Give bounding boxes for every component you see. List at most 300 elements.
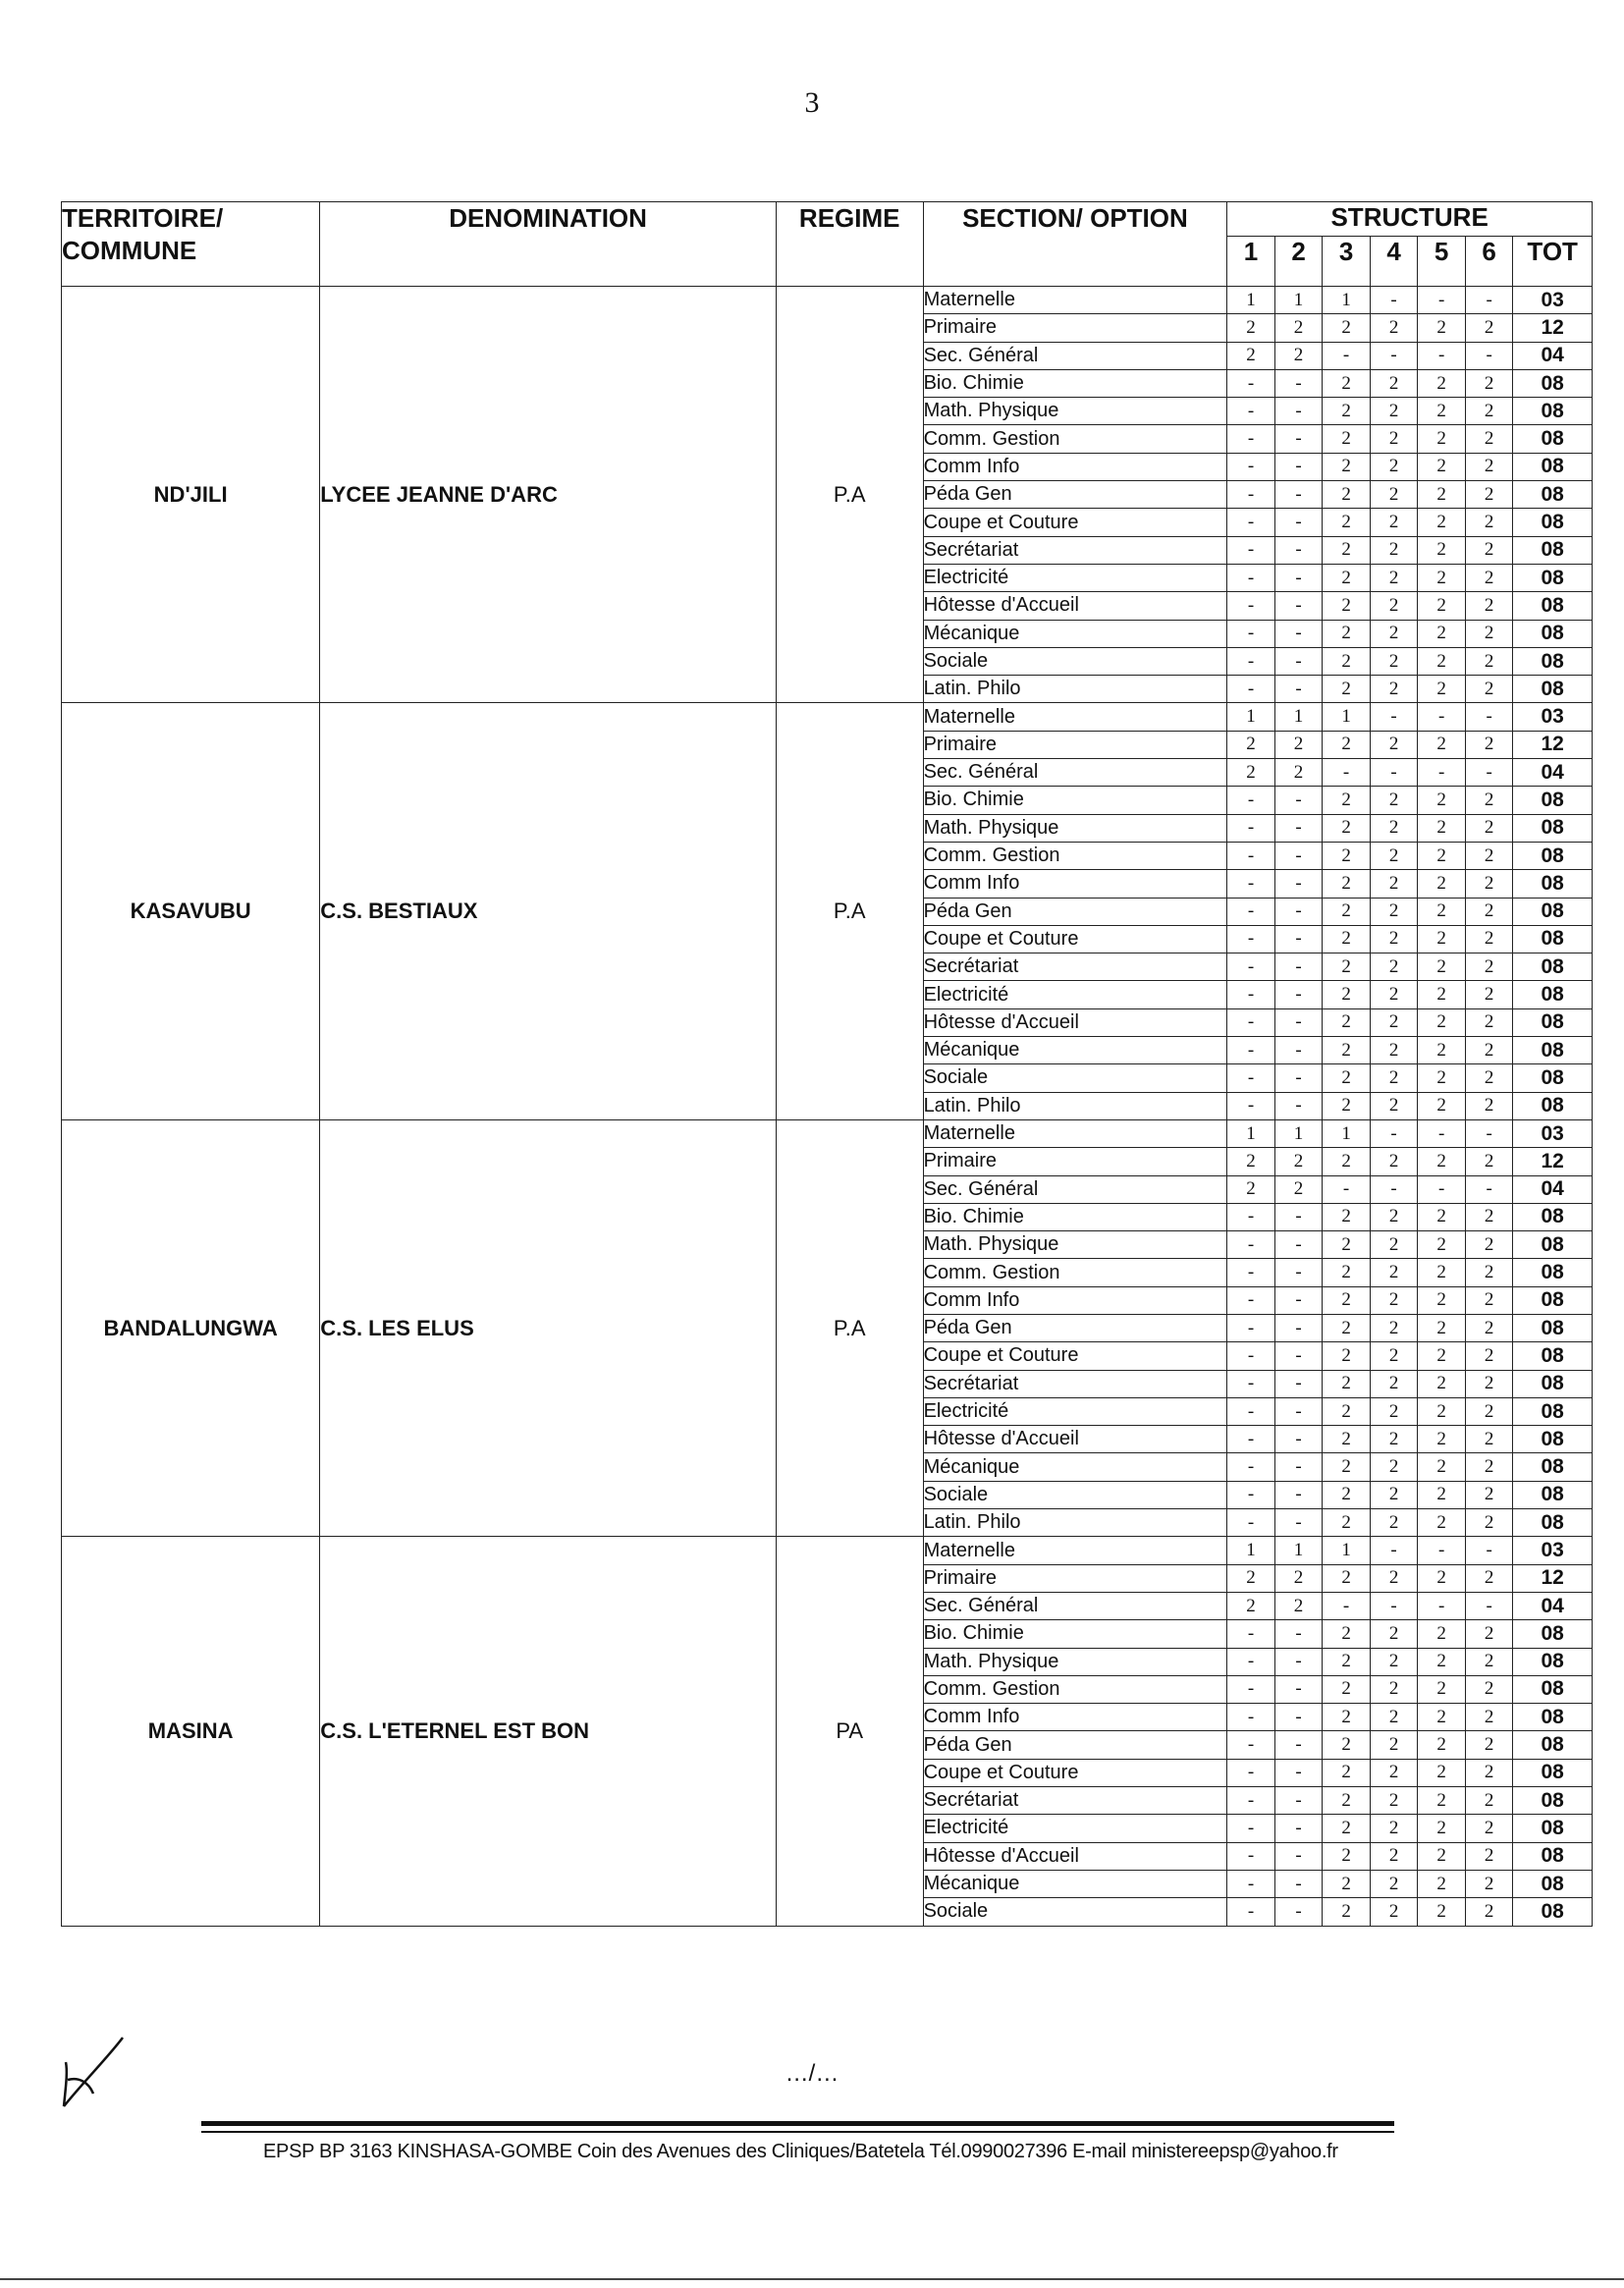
section-option-cell: Coupe et Couture (923, 509, 1227, 536)
structure-cell-4: 2 (1370, 620, 1418, 647)
total-cell: 08 (1513, 1675, 1593, 1703)
structure-cell-6: 2 (1465, 1759, 1513, 1786)
total-cell: 12 (1513, 1564, 1593, 1592)
structure-cell-1: - (1227, 787, 1275, 814)
total-cell: 08 (1513, 1815, 1593, 1842)
structure-cell-6: 2 (1465, 814, 1513, 842)
structure-cell-1: - (1227, 1815, 1275, 1842)
section-option-cell: Sociale (923, 1898, 1227, 1926)
structure-cell-6: 2 (1465, 1148, 1513, 1175)
structure-cell-1: - (1227, 1342, 1275, 1370)
structure-cell-3: 2 (1323, 1148, 1371, 1175)
section-option-cell: Péda Gen (923, 1314, 1227, 1341)
section-option-cell: Latin. Philo (923, 1092, 1227, 1119)
structure-cell-5: 2 (1418, 1453, 1466, 1481)
section-option-cell: Sec. Général (923, 1175, 1227, 1203)
structure-cell-3: 2 (1323, 925, 1371, 953)
territoire-cell: BANDALUNGWA (62, 1119, 320, 1536)
structure-cell-6: 2 (1465, 1509, 1513, 1537)
structure-cell-5: 2 (1418, 481, 1466, 509)
structure-cell-1: - (1227, 509, 1275, 536)
structure-cell-4: 2 (1370, 1148, 1418, 1175)
section-option-cell: Coupe et Couture (923, 1342, 1227, 1370)
section-option-cell: Electricité (923, 564, 1227, 591)
table-row (62, 287, 1593, 314)
structure-cell-4: 2 (1370, 814, 1418, 842)
structure-cell-2: - (1274, 1008, 1323, 1036)
structure-cell-4: 2 (1370, 1481, 1418, 1508)
total-cell: 08 (1513, 842, 1593, 869)
structure-cell-6: 2 (1465, 1037, 1513, 1064)
regime-cell: PA (776, 1537, 923, 1926)
section-option-cell: Primaire (923, 1148, 1227, 1175)
structure-cell-5: 2 (1418, 842, 1466, 869)
section-option-cell: Math. Physique (923, 398, 1227, 425)
header-territoire: TERRITOIRE/ COMMUNE (62, 202, 320, 287)
section-option-cell: Comm Info (923, 1286, 1227, 1314)
structure-cell-1: - (1227, 1675, 1275, 1703)
structure-cell-1: - (1227, 536, 1275, 564)
structure-cell-1: - (1227, 564, 1275, 591)
header-col-6: 6 (1465, 237, 1513, 287)
structure-cell-6: 2 (1465, 1231, 1513, 1259)
header-tot: TOT (1513, 237, 1593, 287)
structure-cell-1: - (1227, 1008, 1275, 1036)
total-cell: 04 (1513, 1592, 1593, 1619)
structure-cell-2: - (1274, 1259, 1323, 1286)
section-option-cell: Secrétariat (923, 536, 1227, 564)
structure-cell-4: 2 (1370, 1037, 1418, 1064)
structure-cell-6: 2 (1465, 536, 1513, 564)
structure-cell-2: - (1274, 425, 1323, 453)
structure-cell-4: 2 (1370, 1842, 1418, 1870)
structure-cell-6: - (1465, 342, 1513, 369)
structure-cell-6: 2 (1465, 1064, 1513, 1092)
structure-cell-4: 2 (1370, 1815, 1418, 1842)
structure-cell-1: 2 (1227, 731, 1275, 758)
structure-cell-4: - (1370, 1537, 1418, 1564)
header-col-1: 1 (1227, 237, 1275, 287)
structure-cell-1: - (1227, 1453, 1275, 1481)
structure-cell-6: 2 (1465, 981, 1513, 1008)
total-cell: 08 (1513, 1898, 1593, 1926)
total-cell: 12 (1513, 314, 1593, 342)
structure-cell-1: - (1227, 1509, 1275, 1537)
structure-cell-5: 2 (1418, 1286, 1466, 1314)
total-cell: 03 (1513, 287, 1593, 314)
header-col-5: 5 (1418, 237, 1466, 287)
total-cell: 03 (1513, 1119, 1593, 1147)
structure-cell-5: 2 (1418, 1342, 1466, 1370)
structure-cell-6: 2 (1465, 481, 1513, 509)
structure-cell-5: 2 (1418, 870, 1466, 898)
structure-cell-6: 2 (1465, 870, 1513, 898)
structure-cell-3: 2 (1323, 1759, 1371, 1786)
structure-cell-2: - (1274, 1704, 1323, 1731)
structure-cell-4: 2 (1370, 425, 1418, 453)
structure-cell-1: - (1227, 1620, 1275, 1648)
structure-cell-3: 2 (1323, 1787, 1371, 1815)
structure-cell-6: 2 (1465, 314, 1513, 342)
structure-cell-3: 2 (1323, 1286, 1371, 1314)
structure-cell-6: 2 (1465, 398, 1513, 425)
structure-cell-5: 2 (1418, 1675, 1466, 1703)
structure-cell-6: 2 (1465, 369, 1513, 397)
structure-cell-1: - (1227, 1064, 1275, 1092)
total-cell: 08 (1513, 620, 1593, 647)
section-option-cell: Sociale (923, 1064, 1227, 1092)
total-cell: 08 (1513, 564, 1593, 591)
structure-cell-1: - (1227, 953, 1275, 981)
section-option-cell: Maternelle (923, 287, 1227, 314)
section-option-cell: Sociale (923, 647, 1227, 675)
structure-cell-6: 2 (1465, 1008, 1513, 1036)
structure-cell-6: 2 (1465, 1564, 1513, 1592)
total-cell: 08 (1513, 398, 1593, 425)
structure-cell-5: 2 (1418, 1704, 1466, 1731)
structure-cell-1: - (1227, 1203, 1275, 1230)
total-cell: 08 (1513, 981, 1593, 1008)
structure-cell-5: 2 (1418, 731, 1466, 758)
structure-cell-6: 2 (1465, 1787, 1513, 1815)
structure-cell-2: - (1274, 1481, 1323, 1508)
structure-cell-2: 2 (1274, 314, 1323, 342)
structure-cell-1: - (1227, 1397, 1275, 1425)
structure-cell-6: 2 (1465, 1481, 1513, 1508)
structure-cell-5: 2 (1418, 981, 1466, 1008)
structure-cell-4: 2 (1370, 564, 1418, 591)
structure-cell-3: 2 (1323, 1092, 1371, 1119)
structure-cell-1: - (1227, 1259, 1275, 1286)
structure-cell-1: - (1227, 1870, 1275, 1897)
section-option-cell: Electricité (923, 1815, 1227, 1842)
structure-cell-5: 2 (1418, 1092, 1466, 1119)
total-cell: 04 (1513, 1175, 1593, 1203)
structure-cell-6: 2 (1465, 1259, 1513, 1286)
structure-cell-3: 2 (1323, 1453, 1371, 1481)
section-option-cell: Maternelle (923, 703, 1227, 731)
structure-cell-3: 2 (1323, 1426, 1371, 1453)
structure-cell-4: 2 (1370, 1231, 1418, 1259)
structure-cell-5: 2 (1418, 369, 1466, 397)
structure-cell-4: 2 (1370, 981, 1418, 1008)
total-cell: 08 (1513, 1037, 1593, 1064)
structure-cell-1: - (1227, 453, 1275, 480)
structure-cell-1: - (1227, 870, 1275, 898)
structure-cell-6: 2 (1465, 1675, 1513, 1703)
structure-cell-1: 2 (1227, 1175, 1275, 1203)
structure-cell-3: - (1323, 1175, 1371, 1203)
section-option-cell: Maternelle (923, 1537, 1227, 1564)
header-regime: REGIME (776, 202, 923, 287)
total-cell: 08 (1513, 1342, 1593, 1370)
structure-cell-5: 2 (1418, 1064, 1466, 1092)
structure-cell-3: 2 (1323, 1370, 1371, 1397)
structure-cell-2: - (1274, 1453, 1323, 1481)
structure-cell-4: - (1370, 342, 1418, 369)
structure-cell-6: 2 (1465, 564, 1513, 591)
structure-cell-1: - (1227, 814, 1275, 842)
total-cell: 08 (1513, 1731, 1593, 1759)
structure-cell-5: 2 (1418, 676, 1466, 703)
structure-cell-3: 2 (1323, 1870, 1371, 1897)
section-option-cell: Comm Info (923, 453, 1227, 480)
structure-cell-4: - (1370, 759, 1418, 787)
section-option-cell: Comm. Gestion (923, 1259, 1227, 1286)
structure-cell-4: 2 (1370, 1064, 1418, 1092)
structure-cell-5: - (1418, 759, 1466, 787)
structure-cell-3: 2 (1323, 981, 1371, 1008)
structure-cell-4: 2 (1370, 592, 1418, 620)
structure-cell-2: - (1274, 1731, 1323, 1759)
structure-cell-3: - (1323, 759, 1371, 787)
total-cell: 08 (1513, 1842, 1593, 1870)
structure-cell-4: 2 (1370, 536, 1418, 564)
structure-cell-5: 2 (1418, 564, 1466, 591)
section-option-cell: Bio. Chimie (923, 369, 1227, 397)
structure-cell-3: 2 (1323, 814, 1371, 842)
structure-cell-3: 2 (1323, 870, 1371, 898)
structure-cell-1: - (1227, 1648, 1275, 1675)
structure-cell-5: 2 (1418, 314, 1466, 342)
structure-cell-5: 2 (1418, 1648, 1466, 1675)
table-body (62, 287, 1593, 1927)
structure-cell-5: - (1418, 1592, 1466, 1619)
structure-cell-2: - (1274, 1426, 1323, 1453)
structure-cell-2: 2 (1274, 1175, 1323, 1203)
structure-cell-3: 2 (1323, 481, 1371, 509)
structure-cell-1: - (1227, 1759, 1275, 1786)
footer-rule-thick (201, 2121, 1394, 2126)
structure-cell-2: - (1274, 1787, 1323, 1815)
section-option-cell: Comm Info (923, 1704, 1227, 1731)
header-section-option: SECTION/ OPTION (923, 202, 1227, 287)
structure-cell-3: 2 (1323, 1509, 1371, 1537)
structure-cell-3: 2 (1323, 369, 1371, 397)
structure-cell-5: 2 (1418, 1564, 1466, 1592)
structure-cell-3: 2 (1323, 647, 1371, 675)
total-cell: 08 (1513, 1286, 1593, 1314)
structure-cell-3: 1 (1323, 703, 1371, 731)
structure-cell-3: 2 (1323, 676, 1371, 703)
structure-cell-4: 2 (1370, 453, 1418, 480)
structure-cell-2: - (1274, 536, 1323, 564)
structure-cell-6: 2 (1465, 453, 1513, 480)
section-option-cell: Coupe et Couture (923, 1759, 1227, 1786)
structure-cell-2: - (1274, 564, 1323, 591)
structure-cell-1: 1 (1227, 1119, 1275, 1147)
structure-cell-2: - (1274, 981, 1323, 1008)
structure-cell-1: - (1227, 1898, 1275, 1926)
total-cell: 08 (1513, 536, 1593, 564)
structure-cell-4: 2 (1370, 1203, 1418, 1230)
structure-cell-4: 2 (1370, 1008, 1418, 1036)
total-cell: 08 (1513, 509, 1593, 536)
structure-cell-6: 2 (1465, 842, 1513, 869)
structure-cell-1: - (1227, 898, 1275, 925)
structure-cell-6: - (1465, 1119, 1513, 1147)
total-cell: 08 (1513, 898, 1593, 925)
section-option-cell: Mécanique (923, 1037, 1227, 1064)
denomination-cell: C.S. LES ELUS (320, 1119, 777, 1536)
structure-cell-6: 2 (1465, 1815, 1513, 1842)
structure-cell-4: 2 (1370, 1509, 1418, 1537)
structure-cell-1: - (1227, 1704, 1275, 1731)
structure-cell-5: 2 (1418, 1231, 1466, 1259)
structure-cell-5: 2 (1418, 1370, 1466, 1397)
structure-cell-5: 2 (1418, 1759, 1466, 1786)
structure-cell-3: 2 (1323, 1203, 1371, 1230)
structure-cell-4: 2 (1370, 314, 1418, 342)
denomination-cell: LYCEE JEANNE D'ARC (320, 287, 777, 703)
structure-cell-3: 2 (1323, 564, 1371, 591)
structure-cell-2: 1 (1274, 1537, 1323, 1564)
structure-cell-2: 1 (1274, 1119, 1323, 1147)
structure-cell-4: 2 (1370, 870, 1418, 898)
structure-cell-1: - (1227, 1314, 1275, 1341)
total-cell: 12 (1513, 731, 1593, 758)
section-option-cell: Péda Gen (923, 481, 1227, 509)
structure-cell-6: - (1465, 703, 1513, 731)
structure-cell-1: - (1227, 1037, 1275, 1064)
structure-cell-1: - (1227, 842, 1275, 869)
structure-cell-3: 2 (1323, 536, 1371, 564)
structure-cell-1: - (1227, 425, 1275, 453)
structure-cell-5: 2 (1418, 1731, 1466, 1759)
structure-cell-6: 2 (1465, 676, 1513, 703)
total-cell: 08 (1513, 369, 1593, 397)
total-cell: 08 (1513, 953, 1593, 981)
structure-cell-3: 2 (1323, 425, 1371, 453)
structure-cell-3: 2 (1323, 787, 1371, 814)
structure-cell-1: - (1227, 1370, 1275, 1397)
structure-cell-5: 2 (1418, 1815, 1466, 1842)
structure-cell-3: 2 (1323, 1259, 1371, 1286)
section-option-cell: Comm Info (923, 870, 1227, 898)
total-cell: 08 (1513, 1203, 1593, 1230)
structure-cell-5: 2 (1418, 1620, 1466, 1648)
structure-cell-2: - (1274, 1286, 1323, 1314)
structure-cell-3: 2 (1323, 1037, 1371, 1064)
total-cell: 08 (1513, 1704, 1593, 1731)
page-bottom-line (0, 2278, 1624, 2280)
continuation-mark: …/… (785, 2060, 839, 2087)
section-option-cell: Secrétariat (923, 953, 1227, 981)
structure-cell-5: 2 (1418, 620, 1466, 647)
structure-cell-5: 2 (1418, 1842, 1466, 1870)
structure-cell-5: 2 (1418, 1397, 1466, 1425)
total-cell: 12 (1513, 1148, 1593, 1175)
structure-cell-4: 2 (1370, 1870, 1418, 1897)
structure-cell-1: - (1227, 1842, 1275, 1870)
section-option-cell: Bio. Chimie (923, 787, 1227, 814)
structure-cell-3: 1 (1323, 1119, 1371, 1147)
structure-cell-5: 2 (1418, 925, 1466, 953)
structure-cell-4: - (1370, 1119, 1418, 1147)
footer-address: EPSP BP 3163 KINSHASA-GOMBE Coin des Avenues des Cliniques/Batetela Tél.0990027396 E-mail ministereepsp@yahoo.fr (263, 2141, 1338, 2162)
structure-cell-6: 2 (1465, 1620, 1513, 1648)
structure-cell-4: 2 (1370, 676, 1418, 703)
regime-cell: P.A (776, 1119, 923, 1536)
total-cell: 08 (1513, 1870, 1593, 1897)
total-cell: 08 (1513, 453, 1593, 480)
structure-cell-2: - (1274, 676, 1323, 703)
structure-cell-5: 2 (1418, 787, 1466, 814)
structure-cell-2: 2 (1274, 342, 1323, 369)
structure-cell-6: 2 (1465, 731, 1513, 758)
total-cell: 08 (1513, 1759, 1593, 1786)
section-option-cell: Hôtesse d'Accueil (923, 592, 1227, 620)
structure-cell-4: - (1370, 287, 1418, 314)
total-cell: 08 (1513, 787, 1593, 814)
structure-cell-3: 2 (1323, 1731, 1371, 1759)
header-denomination: DENOMINATION (320, 202, 777, 287)
section-option-cell: Hôtesse d'Accueil (923, 1426, 1227, 1453)
structure-cell-6: 2 (1465, 1870, 1513, 1897)
section-option-cell: Mécanique (923, 1453, 1227, 1481)
structure-cell-5: 2 (1418, 1148, 1466, 1175)
structure-cell-2: - (1274, 647, 1323, 675)
structure-cell-1: 2 (1227, 314, 1275, 342)
total-cell: 08 (1513, 1259, 1593, 1286)
total-cell: 08 (1513, 647, 1593, 675)
total-cell: 08 (1513, 1008, 1593, 1036)
total-cell: 08 (1513, 481, 1593, 509)
structure-cell-4: 2 (1370, 1314, 1418, 1341)
structure-cell-3: 2 (1323, 592, 1371, 620)
section-option-cell: Primaire (923, 314, 1227, 342)
structure-cell-5: 2 (1418, 1314, 1466, 1341)
structure-cell-6: - (1465, 759, 1513, 787)
regime-cell: P.A (776, 703, 923, 1119)
structure-cell-6: - (1465, 287, 1513, 314)
structure-cell-6: 2 (1465, 1286, 1513, 1314)
structure-cell-2: - (1274, 898, 1323, 925)
structure-cell-3: 2 (1323, 1314, 1371, 1341)
total-cell: 08 (1513, 814, 1593, 842)
structure-cell-5: - (1418, 1175, 1466, 1203)
structure-cell-2: - (1274, 1370, 1323, 1397)
structure-cell-4: - (1370, 1592, 1418, 1619)
structure-cell-5: 2 (1418, 1037, 1466, 1064)
total-cell: 08 (1513, 676, 1593, 703)
structure-cell-4: 2 (1370, 1426, 1418, 1453)
structure-cell-2: - (1274, 1314, 1323, 1341)
section-option-cell: Primaire (923, 731, 1227, 758)
structure-cell-2: - (1274, 1620, 1323, 1648)
structure-cell-4: 2 (1370, 731, 1418, 758)
structure-cell-2: 2 (1274, 731, 1323, 758)
structure-cell-4: 2 (1370, 1898, 1418, 1926)
structure-cell-5: 2 (1418, 1008, 1466, 1036)
structure-cell-1: - (1227, 676, 1275, 703)
section-option-cell: Math. Physique (923, 1231, 1227, 1259)
structure-cell-6: 2 (1465, 620, 1513, 647)
structure-cell-1: - (1227, 1731, 1275, 1759)
table-row (62, 1119, 1593, 1147)
structure-cell-1: - (1227, 647, 1275, 675)
structure-cell-5: 2 (1418, 898, 1466, 925)
structure-cell-6: 2 (1465, 1704, 1513, 1731)
section-option-cell: Primaire (923, 1564, 1227, 1592)
table-header (62, 202, 1593, 287)
structure-cell-4: - (1370, 703, 1418, 731)
structure-cell-5: - (1418, 342, 1466, 369)
structure-cell-4: 2 (1370, 898, 1418, 925)
structure-cell-5: 2 (1418, 592, 1466, 620)
structure-cell-2: - (1274, 1509, 1323, 1537)
total-cell: 04 (1513, 342, 1593, 369)
